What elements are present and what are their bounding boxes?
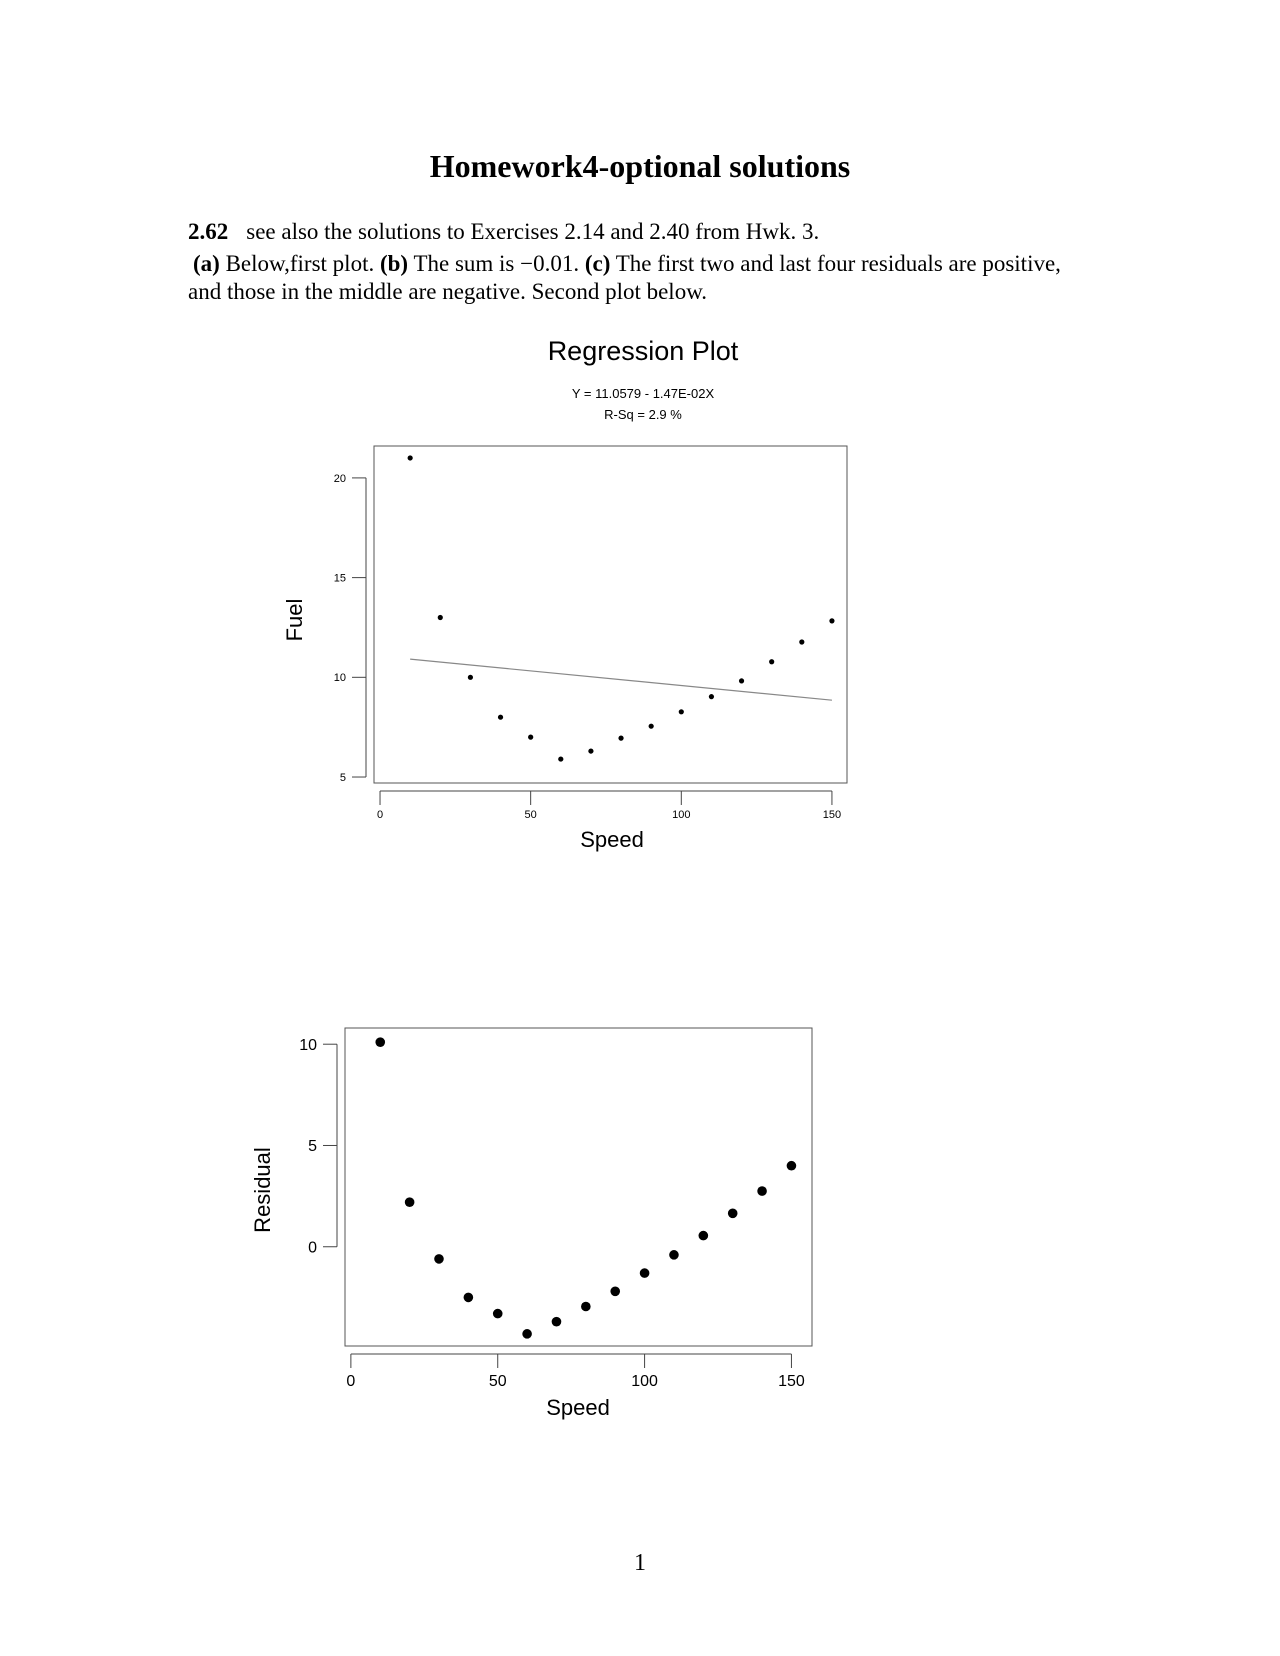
chart1-y-tick-label: 15	[333, 572, 346, 585]
part-c-label: (c)	[584, 251, 611, 276]
problem-line1: see also the solutions to Exercises 2.14 and 2.40 from Hwk. 3.	[246, 219, 820, 244]
part-a-text: Below,first plot.	[225, 251, 375, 276]
chart2-data-point	[728, 1209, 738, 1219]
chart2-data-point	[610, 1287, 620, 1297]
chart2-data-point	[522, 1329, 532, 1339]
part-b-label: (b)	[379, 251, 409, 276]
chart2-data-point	[434, 1254, 444, 1264]
page-number: 1	[634, 1550, 646, 1576]
chart2-ylabel: Residual	[250, 1147, 275, 1233]
chart2-y-tick-label: 10	[299, 1036, 317, 1054]
chart2-data-point	[552, 1317, 562, 1327]
chart2-x-tick-label: 100	[631, 1373, 658, 1390]
chart1-x-tick-label: 100	[672, 809, 691, 821]
chart2-y-tick-label: 0	[308, 1239, 317, 1257]
chart1-x-tick-label: 150	[822, 809, 842, 821]
chart2-plot-frame	[345, 1028, 812, 1346]
chart2-y-tick-label: 5	[308, 1138, 317, 1156]
chart1-xlabel: Speed	[580, 827, 644, 852]
chart2-data-point	[405, 1197, 415, 1207]
chart2-data-point	[669, 1250, 679, 1260]
chart2-x-tick-label: 50	[488, 1373, 507, 1390]
chart2-data-point	[581, 1302, 591, 1312]
chart2-x-tick-label: 150	[778, 1373, 805, 1390]
chart1-y-tick-label: 10	[333, 672, 346, 685]
chart1-x-tick-label: 0	[376, 809, 384, 821]
problem-number: 2.62	[188, 219, 229, 244]
chart2-data-point	[757, 1186, 767, 1196]
chart1-title: Regression Plot	[547, 336, 739, 366]
part-b-text: The sum is −0.01.	[413, 251, 580, 276]
part-a-label: (a)	[193, 251, 220, 276]
chart2-xlabel: Speed	[546, 1395, 610, 1420]
chart2-data-point	[464, 1293, 474, 1303]
chart1-y-tick-label: 20	[333, 472, 346, 485]
chart2-data-point	[640, 1268, 650, 1278]
page-title: Homework4-optional solutions	[429, 148, 851, 184]
chart2-data-point	[787, 1161, 797, 1171]
part-c-text: The first two and last four residuals are positive, and those in the middle are negative. Second plot below.	[188, 251, 1061, 304]
chart1-ylabel: Fuel	[282, 598, 307, 642]
chart2-x-tick-label: 0	[346, 1373, 356, 1390]
chart1-equation: Y = 11.0579 - 1.47E-02X	[571, 386, 715, 401]
chart1-x-tick-label: 50	[524, 809, 537, 821]
chart1-rsq: R-Sq = 2.9 %	[604, 407, 682, 422]
chart1-y-tick-label: 5	[339, 771, 346, 784]
chart2-data-point	[493, 1309, 503, 1319]
chart2-data-point	[375, 1037, 385, 1047]
chart2-data-point	[699, 1231, 709, 1241]
